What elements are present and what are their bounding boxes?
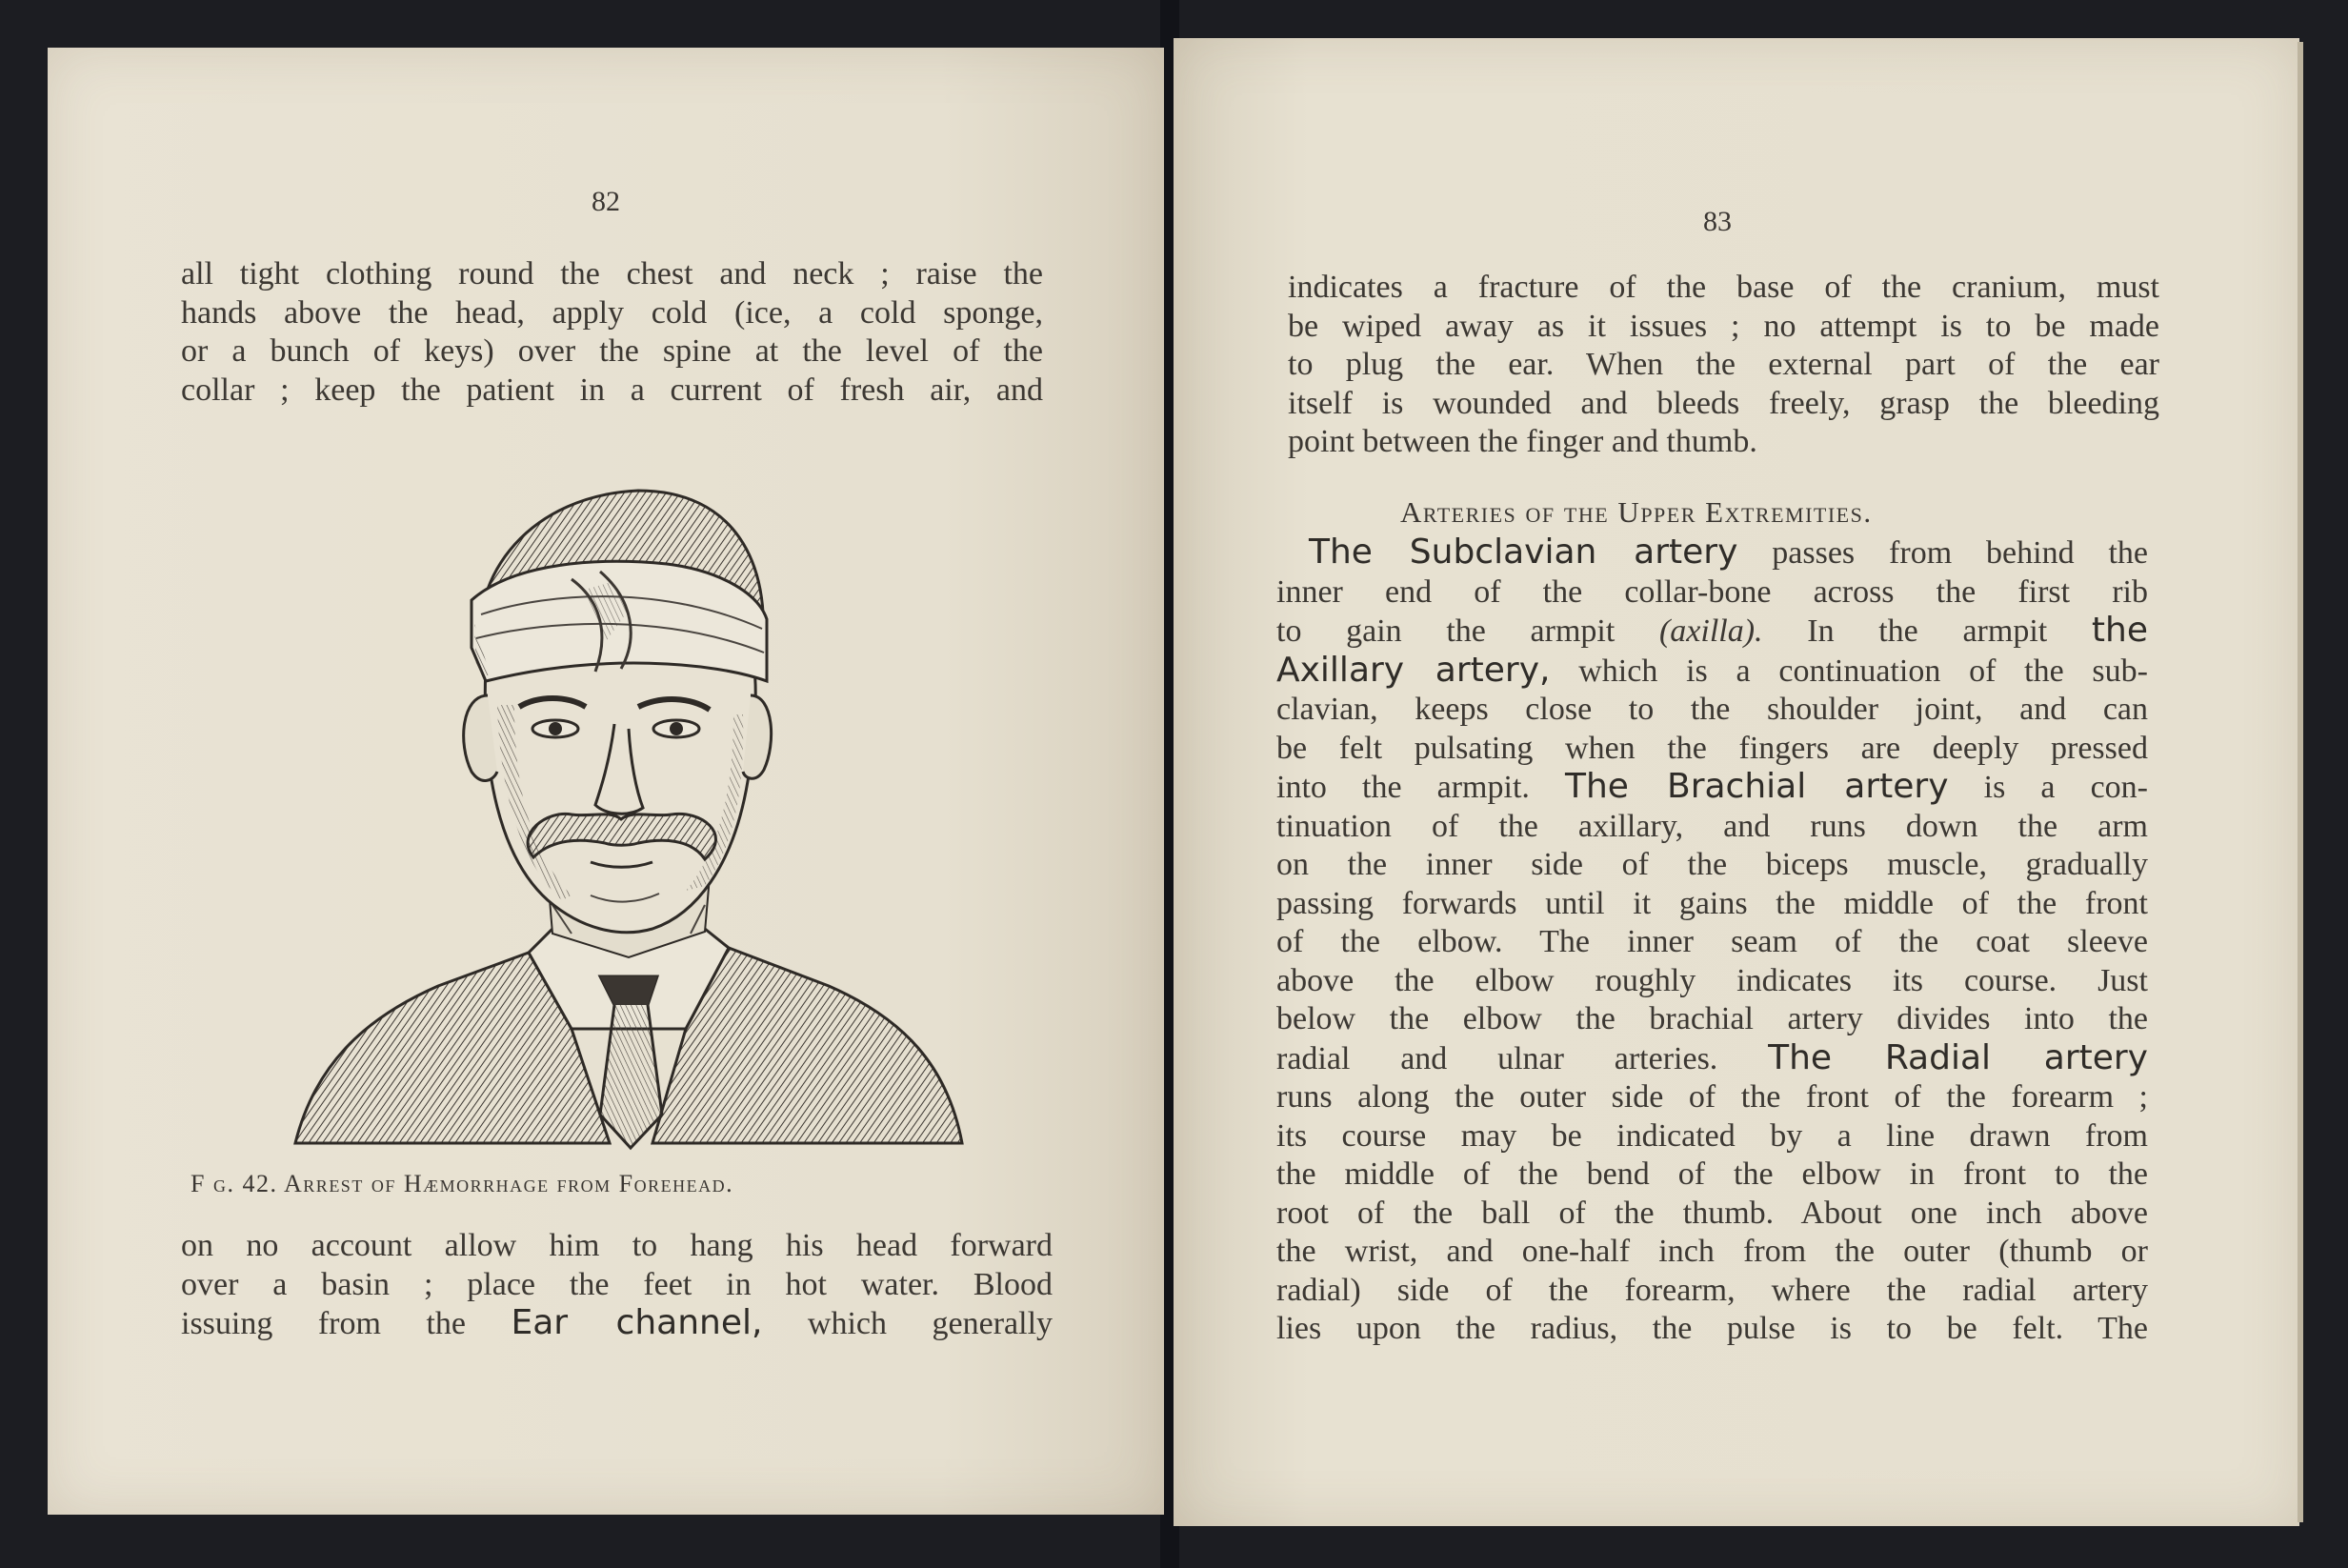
left-page-number: 82 — [592, 186, 620, 217]
text-line: the middle of the bend of the elbow in front to the — [1276, 1156, 2148, 1192]
text-line: collar ; keep the patient in a current of fresh air, and — [181, 372, 1043, 408]
term-ear-channel: Ear channel, — [511, 1303, 763, 1342]
text-line: over a basin ; place the feet in hot water. Blood — [181, 1266, 1053, 1302]
left-bottom-paragraph — [181, 1227, 1053, 1344]
text-line: runs along the outer side of the front of the forearm ; — [1276, 1079, 2148, 1115]
text-line: radial and ulnar arteries. The Radial artery — [1276, 1037, 2148, 1077]
term-radial-artery: The Radial artery — [1768, 1037, 2148, 1077]
text-line: Axillary artery, which is a continuation of the sub- — [1276, 650, 2148, 690]
text-line: root of the ball of the thumb. About one inch above — [1276, 1195, 2148, 1231]
text-line: be wiped away as it issues ; no attempt is to be made — [1288, 308, 2159, 344]
left-top-paragraph — [181, 255, 1043, 410]
text-line: clavian, keeps close to the shoulder joint, and can — [1276, 692, 2148, 727]
term-subclavian-artery: The Subclavian artery — [1309, 533, 1738, 572]
term-brachial-artery: The Brachial artery — [1565, 767, 1949, 806]
text-line: point between the finger and thumb. — [1288, 424, 1757, 459]
term-axillary-artery: Axillary artery, — [1276, 650, 1551, 690]
text-line: to gain the armpit (axilla). In the armpit the — [1276, 611, 2148, 650]
text-line: into the armpit. The Brachial artery is a con- — [1276, 767, 2149, 806]
text-line: above the elbow roughly indicates its course. Just — [1276, 962, 2148, 998]
face — [485, 648, 755, 933]
text-line: issuing from the Ear channel, which generally — [181, 1303, 1054, 1342]
page-edge — [2298, 42, 2303, 1522]
text-line: of the elbow. The inner seam of the coat sleeve — [1276, 924, 2148, 959]
text-line: to plug the ear. When the external part of the ear — [1288, 347, 2159, 382]
text-line: indicates a fracture of the base of the cranium, must — [1288, 270, 2159, 305]
section-heading: Arteries of the Upper Extremities. — [1400, 495, 1873, 529]
bandaged-head-illustration — [286, 457, 972, 1153]
right-page-number: 83 — [1703, 206, 1732, 237]
text-line: radial) side of the forearm, where the radial artery — [1276, 1272, 2148, 1308]
text-line: The Subclavian artery passes from behind the — [1309, 533, 2148, 572]
figure-caption: F g. 42. Arrest of Hæmorrhage from Forehead. — [191, 1170, 734, 1197]
text-line: passing forwards until it gains the middle of the front — [1276, 885, 2148, 921]
text-line: or a bunch of keys) over the spine at the level of the — [181, 333, 1043, 369]
text-line: its course may be indicated by a line drawn from — [1276, 1117, 2148, 1154]
text-line: on the inner side of the biceps muscle, gradually — [1276, 847, 2148, 882]
text-line: itself is wounded and bleeds freely, grasp the bleeding — [1288, 385, 2159, 421]
arteries-paragraph — [1276, 533, 2148, 1349]
text-line: hands above the head, apply cold (ice, a cold sponge, — [181, 294, 1043, 331]
text-line: be felt pulsating when the fingers are deeply pressed — [1276, 730, 2148, 766]
text-line: all tight clothing round the chest and neck ; raise the — [181, 256, 1043, 291]
right-top-paragraph — [1288, 269, 2159, 462]
text-line: the wrist, and one-half inch from the outer (thumb or — [1276, 1234, 2148, 1269]
text-line: on no account allow him to hang his head forward — [181, 1228, 1053, 1263]
text-line: inner end of the collar-bone across the first rib — [1276, 573, 2148, 610]
text-line: lies upon the radius, the pulse is to be felt. The — [1276, 1311, 2148, 1346]
text-line: below the elbow the brachial artery divides into the — [1276, 1001, 2148, 1036]
text-line: tinuation of the axillary, and runs down the arm — [1276, 808, 2148, 844]
